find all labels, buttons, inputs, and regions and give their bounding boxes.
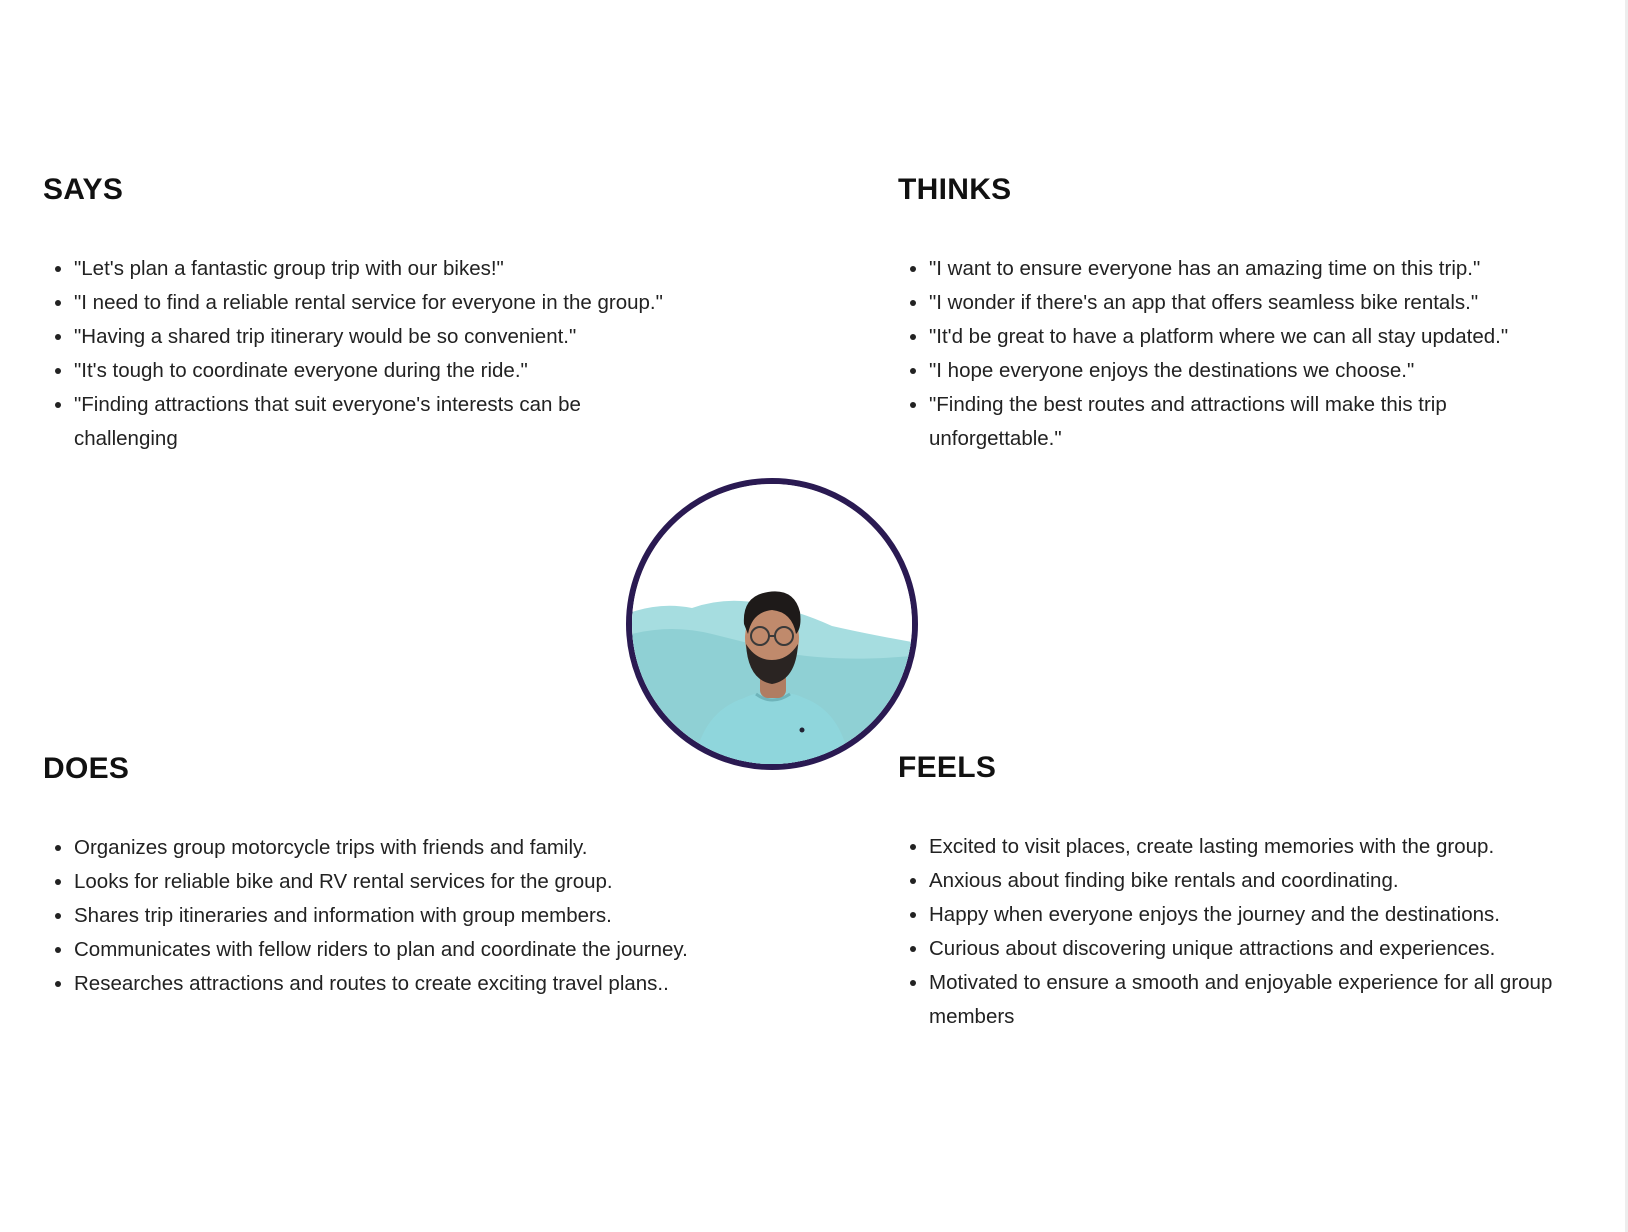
feels-title: FEELS [898, 751, 997, 784]
thinks-item: "I hope everyone enjoys the destinations we choose." [898, 354, 1598, 388]
persona-avatar [626, 478, 918, 770]
thinks-item: "I want to ensure everyone has an amazing time on this trip." [898, 252, 1598, 286]
does-item: Shares trip itineraries and information with group members. [43, 899, 803, 933]
does-item: Organizes group motorcycle trips with friends and family. [43, 831, 803, 865]
feels-item: Anxious about finding bike rentals and coordinating. [898, 864, 1598, 898]
feels-quadrant [898, 748, 1598, 1034]
thinks-item: "Finding the best routes and attractions will make this trip unforgettable." [898, 388, 1529, 456]
does-title: DOES [43, 752, 130, 785]
feels-list [898, 830, 1598, 1034]
says-item: "Finding attractions that suit everyone's interests can be challenging [43, 388, 674, 456]
feels-item: Curious about discovering unique attractions and experiences. [898, 932, 1598, 966]
thinks-list [898, 252, 1598, 456]
says-item: "Let's plan a fantastic group trip with our bikes!" [43, 252, 803, 286]
says-item: "I need to find a reliable rental service for everyone in the group." [43, 286, 803, 320]
says-item: "It's tough to coordinate everyone during the ride." [43, 354, 803, 388]
thinks-quadrant [898, 170, 1598, 456]
feels-item: Excited to visit places, create lasting memories with the group. [898, 830, 1598, 864]
says-title: SAYS [43, 173, 124, 206]
does-item: Researches attractions and routes to create exciting travel plans.. [43, 967, 803, 1001]
thinks-title: THINKS [898, 173, 1012, 206]
does-list [43, 831, 803, 1001]
does-item: Communicates with fellow riders to plan and coordinate the journey. [43, 933, 803, 967]
persona-photo-icon [632, 484, 912, 764]
does-quadrant [43, 749, 803, 1001]
says-item: "Having a shared trip itinerary would be so convenient." [43, 320, 803, 354]
thinks-item: "It'd be great to have a platform where we can all stay updated." [898, 320, 1598, 354]
thinks-item: "I wonder if there's an app that offers seamless bike rentals." [898, 286, 1598, 320]
says-list [43, 252, 803, 456]
says-quadrant [43, 170, 803, 456]
feels-item: Motivated to ensure a smooth and enjoyable experience for all group members [898, 966, 1569, 1034]
does-item: Looks for reliable bike and RV rental services for the group. [43, 865, 803, 899]
feels-item: Happy when everyone enjoys the journey and the destinations. [898, 898, 1598, 932]
